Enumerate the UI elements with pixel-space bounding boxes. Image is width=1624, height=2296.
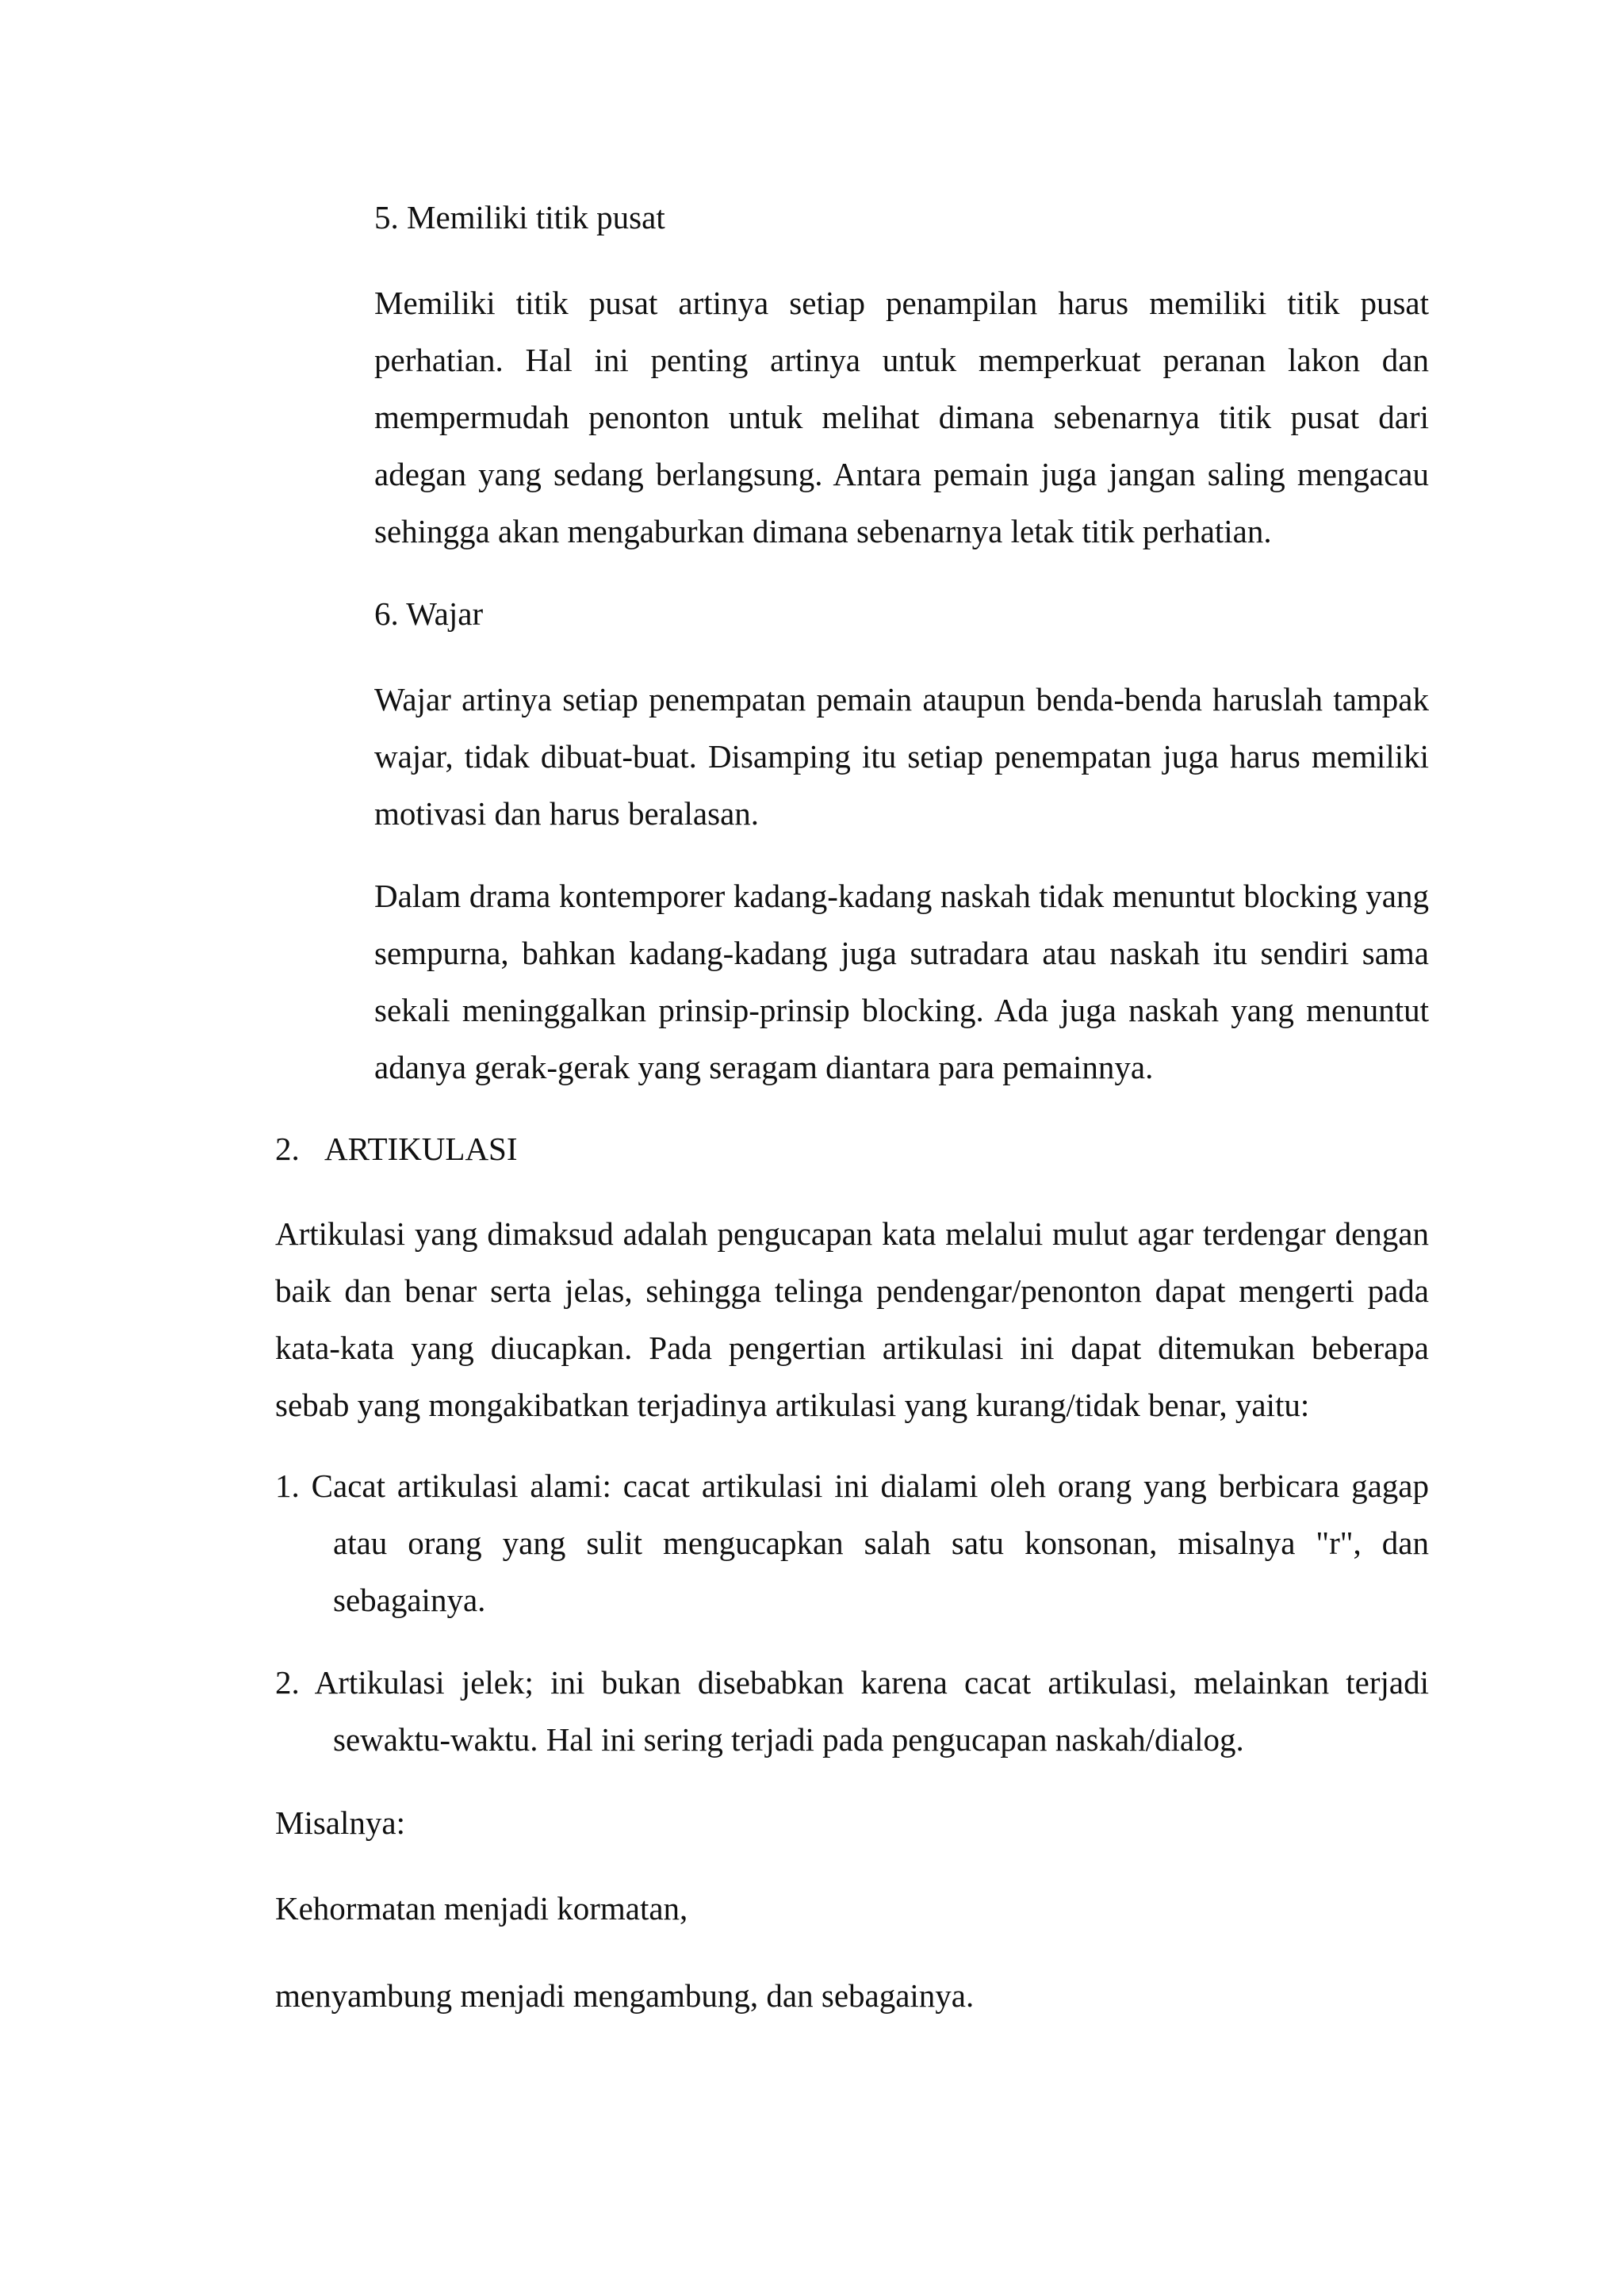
point-5-paragraph: Memiliki titik pusat artinya setiap penampilan harus memiliki titik pusat perhatian. Hal ini penting artinya untuk memperkuat peranan lakon dan mempermudah penonton untuk melihat dimana sebenarnya titik pusat dari adegan yang sedang berlangsung. Antara pemain juga jangan saling mengacau sehingga akan mengaburkan dimana sebenarnya letak titik perhatian. — [374, 285, 1429, 549]
section-title: ARTIKULASI — [324, 1131, 518, 1167]
point-5-heading: 5. Memiliki titik pusat — [374, 199, 665, 235]
blocking-closing-paragraph: Dalam drama kontemporer kadang-kadang naskah tidak menuntut blocking yang sempurna, bahkan kadang-kadang juga sutradara atau naskah itu sendiri sama sekali meninggalkan prinsip-prinsip blocking. Ada juga naskah yang menuntut adanya gerak-gerak yang seragam diantara para pemainnya. — [374, 878, 1429, 1085]
example-label: Misalnya: — [275, 1804, 405, 1841]
example-line: Kehormatan menjadi kormatan, — [275, 1890, 688, 1927]
artikulasi-intro-paragraph: Artikulasi yang dimaksud adalah pengucapan kata melalui mulut agar terdengar dengan baik dan benar serta jelas, sehingga telinga pendengar/penonton dapat mengerti pada kata-kata yang diucapkan. Pada pengertian artikulasi ini dapat ditemukan beberapa sebab yang mongakibatkan terjadinya artikulasi yang kurang/tidak benar, yaitu: — [275, 1215, 1429, 1423]
list-item: 1. Cacat artikulasi alami: cacat artikulasi ini dialami oleh orang yang berbicara gagap atau orang yang sulit mengucapkan salah satu konsonan, misalnya "r", dan sebagainya. — [275, 1468, 1429, 1618]
list-item: 2. Artikulasi jelek; ini bukan disebabkan karena cacat artikulasi, melainkan terjadi sewaktu-waktu. Hal ini sering terjadi pada pengucapan naskah/dialog. — [275, 1664, 1429, 1758]
point-6-heading: 6. Wajar — [374, 595, 484, 632]
section-number: 2. — [275, 1131, 300, 1167]
section-heading-artikulasi — [275, 1120, 1429, 1177]
point-6-paragraph: Wajar artinya setiap penempatan pemain ataupun benda-benda haruslah tampak wajar, tidak dibuat-buat. Disamping itu setiap penempatan juga harus memiliki motivasi dan harus beralasan. — [374, 681, 1429, 832]
example-line: menyambung menjadi mengambung, dan sebagainya. — [275, 1977, 975, 2014]
